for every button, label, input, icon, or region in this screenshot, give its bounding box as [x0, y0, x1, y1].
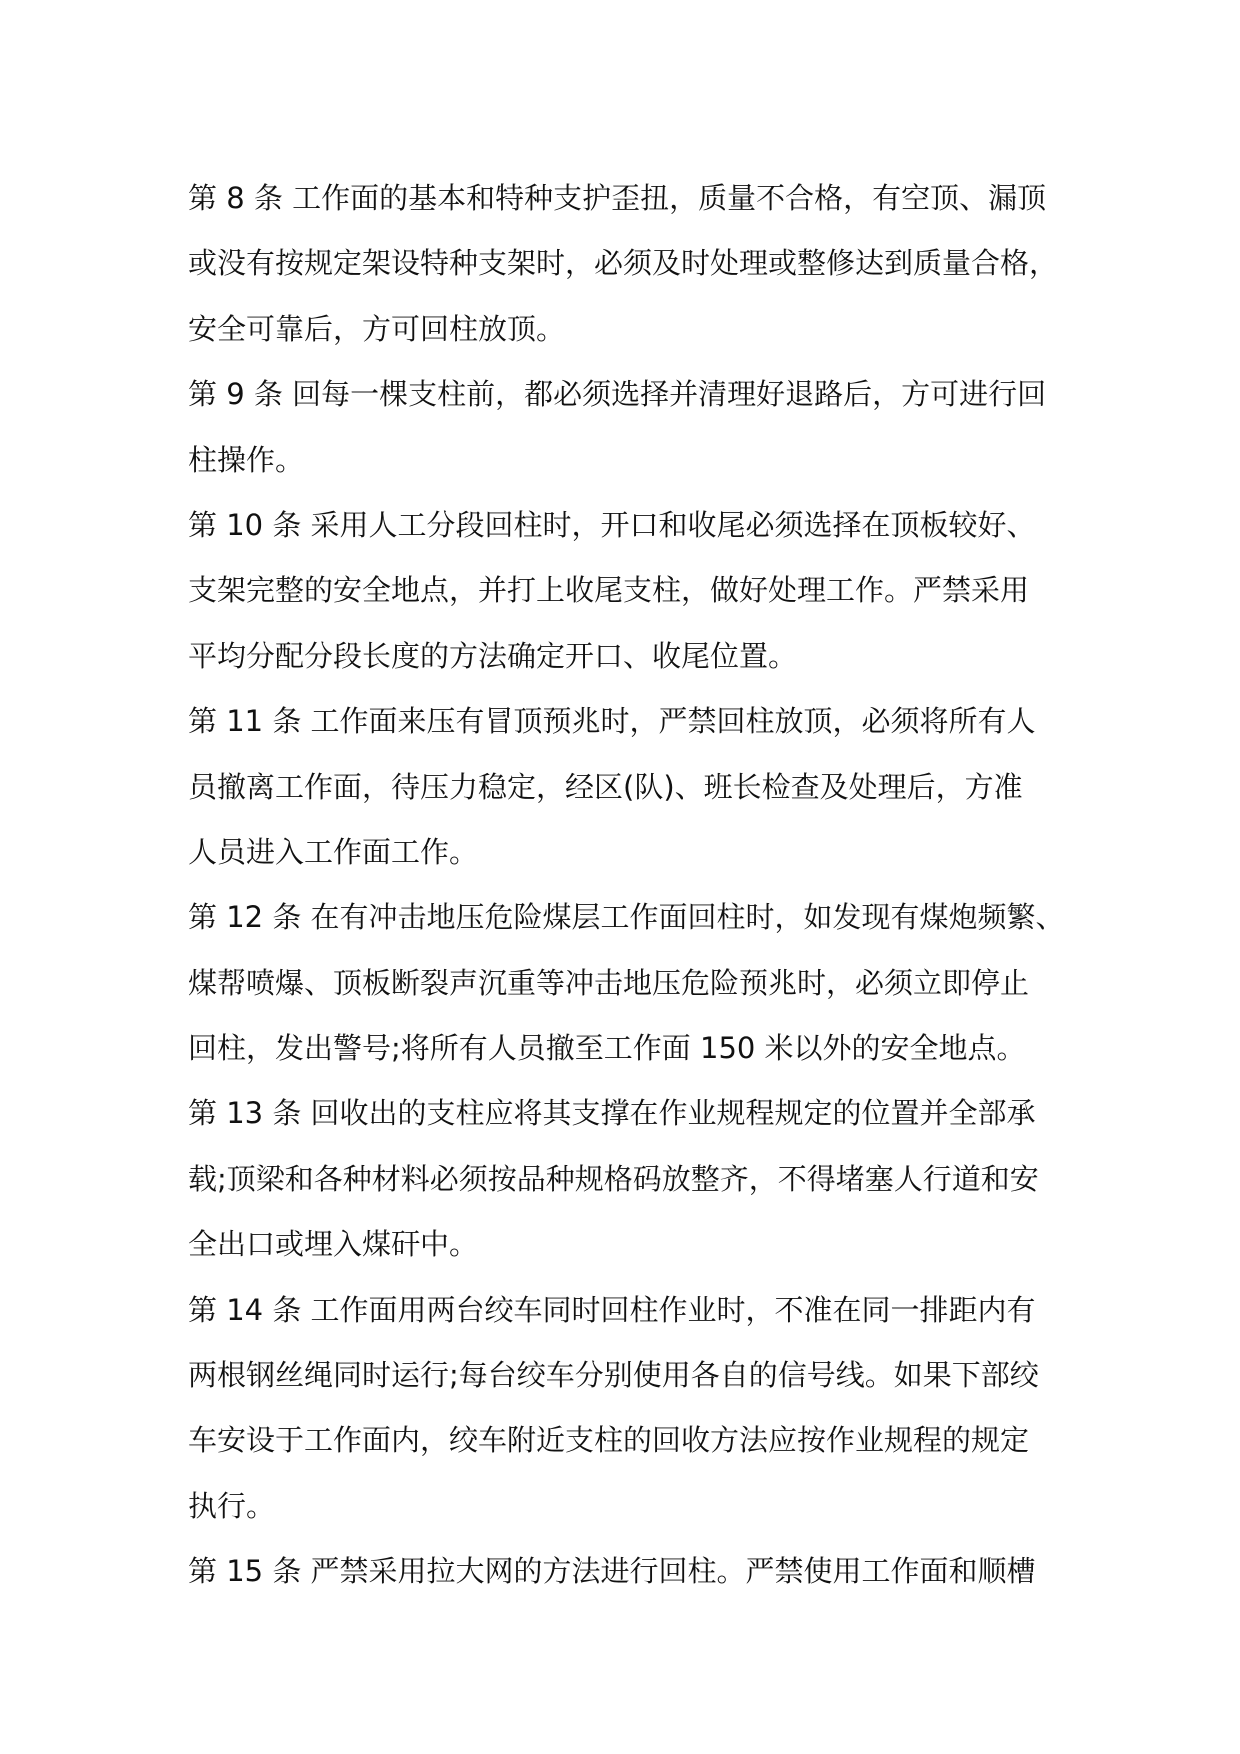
- text-line: 第 14 条 工作面用两台绞车同时回柱作业时，不准在同一排距内有: [188, 1292, 1036, 1327]
- document-body: [188, 166, 1088, 1605]
- text-line: 两根钢丝绳同时运行;每台绞车分别使用各自的信号线。如果下部绞: [188, 1358, 1039, 1393]
- text-line: 载;顶梁和各种材料必须按品种规格码放整齐，不得堵塞人行道和安: [188, 1161, 1039, 1196]
- text-line: 第 8 条 工作面的基本和特种支护歪扭，质量不合格，有空顶、漏顶: [188, 181, 1047, 215]
- text-line: 全出口或埋入煤矸中。: [188, 1227, 479, 1262]
- text-line: 第 10 条 采用人工分段回柱时，开口和收尾必须选择在顶板较好、: [188, 507, 1036, 542]
- text-line: 第 13 条 回收出的支柱应将其支撑在作业规程规定的位置并全部承: [188, 1096, 1036, 1131]
- text-line: 安全可靠后，方可回柱放顶。: [188, 311, 566, 346]
- text-line: 第 9 条 回每一棵支柱前，都必须选择并清理好退路后，方可进行回: [188, 377, 1047, 412]
- text-line: 执行。: [188, 1488, 276, 1523]
- text-line: 车安设于工作面内，绞车附近支柱的回收方法应按作业规程的规定: [188, 1423, 1030, 1458]
- text-line: 支架完整的安全地点，并打上收尾支柱，做好处理工作。严禁采用: [188, 573, 1030, 608]
- text-line: 煤帮喷爆、顶板断裂声沉重等冲击地压危险预兆时，必须立即停止: [188, 965, 1030, 1000]
- text-line: 柱操作。: [188, 442, 305, 477]
- text-line: 回柱，发出警号;将所有人员撤至工作面 150 米以外的安全地点。: [188, 1031, 1026, 1066]
- text-line: 员撤离工作面，待压力稳定，经区(队)、班长检查及处理后，方准: [188, 769, 1023, 804]
- text-line: 平均分配分段长度的方法确定开口、收尾位置。: [188, 638, 798, 673]
- text-line: 人员进入工作面工作。: [188, 834, 479, 869]
- text-line: 第 15 条 严禁采用拉大网的方法进行回柱。严禁使用工作面和顺槽: [188, 1554, 1036, 1589]
- text-line: 或没有按规定架设特种支架时，必须及时处理或整修达到质量合格，: [188, 246, 1059, 281]
- text-line: 第 12 条 在有冲击地压危险煤层工作面回柱时，如发现有煤炮频繁、: [188, 900, 1065, 935]
- text-line: 第 11 条 工作面来压有冒顶预兆时，严禁回柱放顶，必须将所有人: [188, 704, 1036, 739]
